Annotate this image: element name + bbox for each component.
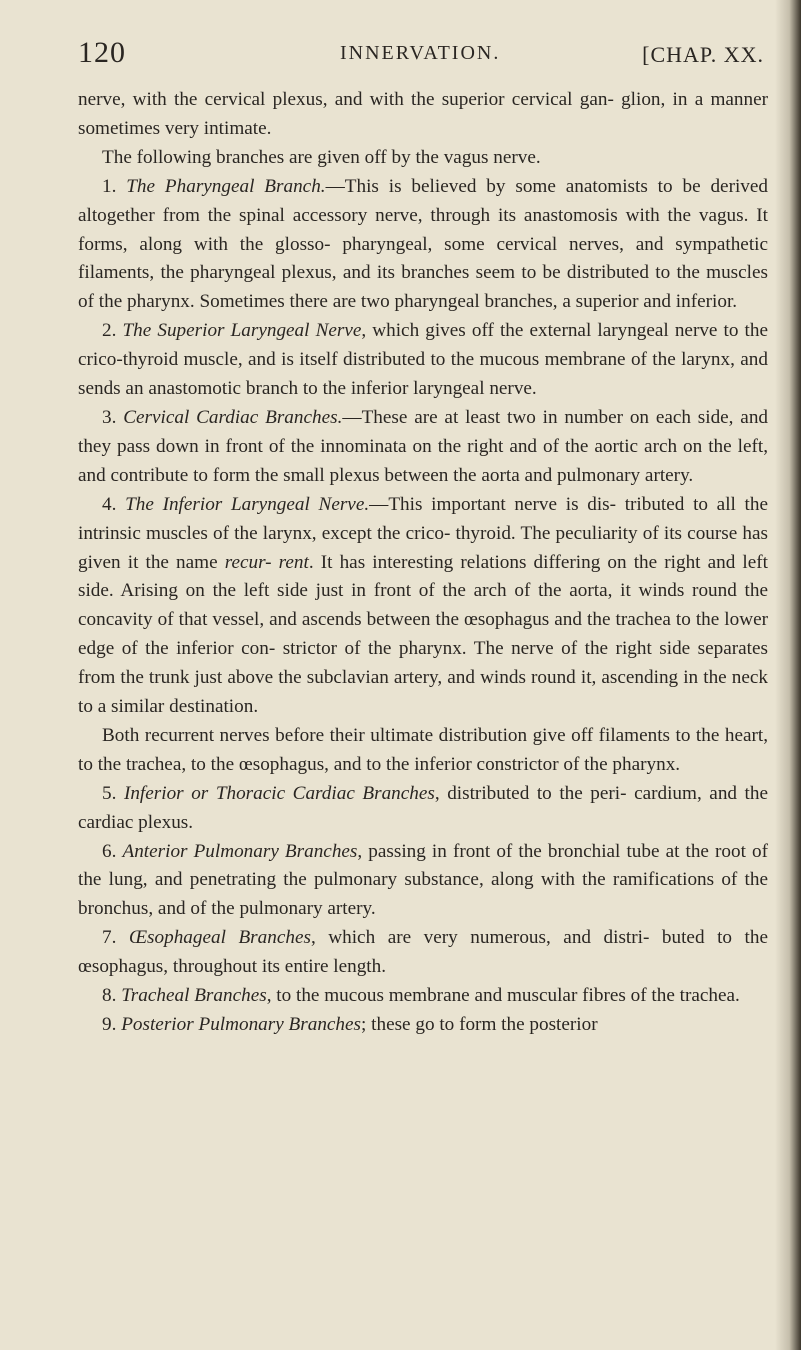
paragraph-thoracic-cardiac: 5. Inferior or Thoracic Cardiac Branches, distributed to the peri- cardium, and the cardiac plexus. [78, 782, 769, 833]
paragraph-1: The following branches are given off by the vagus nerve. [102, 146, 541, 168]
paragraph-tracheal: 8. Tracheal Branches, to the mucous membrane and muscular fibres of the trachea. [102, 985, 740, 1007]
chapter-label: [CHAP. XX. [642, 42, 764, 67]
body-text [78, 86, 768, 1040]
running-title: INNERVATION. [340, 42, 501, 64]
page-edge-shadow [775, 0, 801, 1350]
section-title: Posterior Pulmonary Branches [121, 1014, 362, 1035]
section-title: The Pharyngeal Branch. [126, 175, 326, 197]
paragraph-superior-laryngeal: 2. The Superior Laryngeal Nerve, which gives off the external laryngeal nerve to the crico-thyroid muscle, and is itself distributed to the mucous membrane of the larynx, and sends an anastomotic branch to the inferior laryngeal nerve. [78, 320, 768, 400]
paragraph-0: nerve, with the cervical plexus, and with the superior cervical gan- glion, in a manner sometimes very intimate. [78, 89, 768, 139]
section-title: Œsophageal Branches [128, 927, 311, 949]
paragraph-anterior-pulmonary: 6. Anterior Pulmonary Branches, passing in front of the bronchial tube at the root of the lung, and penetrating the pulmonary substance, along with the ramifications of the bronchus, and of the pulmonary artery. [78, 840, 768, 920]
paragraph-cervical-cardiac: 3. Cervical Cardiac Branches.—These are at least two in number on each side, and they pass down in front of the innominata on the right and of the aortic arch on the left, and contribute to form the small plexus between the aorta and pulmonary artery. [78, 406, 769, 486]
page-header [78, 36, 764, 76]
paragraph-inferior-laryngeal: 4. The Inferior Laryngeal Nerve.—This important nerve is dis- tributed to all the intrinsic muscles of the larynx, except the crico- thyroid. The peculiarity of its course has given it the name recur- rent. It has interesting relations differing on the right and left side. Arising on the left side just in front of the arch of the aorta, it winds round the concavity of that vessel, and ascends between the œsophagus and the trachea to the lower edge of the inferior con- strictor of the pharynx. The nerve of the right side separates from the trunk just above the subclavian artery, and winds round it, ascending in the neck to a similar destination. [78, 493, 768, 718]
paragraph-posterior-pulmonary: 9. Posterior Pulmonary Branches; these go to form the posterior [102, 1014, 598, 1035]
paragraph-pharyngeal-branch: 1. The Pharyngeal Branch.—This is believed by some anatomists to be derived altogether from the spinal accessory nerve, through its anastomosis with the vagus. It forms, along with the glosso- pharyngeal, some cervical nerves, and sympathetic filaments, the pharyngeal plexus, and its branches seem to be distributed to the muscles of the pharynx. Sometimes there are two pharyngeal branches, a superior and inferior. [78, 175, 768, 313]
section-title: Tracheal Branches [121, 985, 267, 1007]
paragraph-recurrent-nerves: Both recurrent nerves before their ultimate distribution give off filaments to the heart, to the trachea, to the œsophagus, and to the inferior constrictor of the pharynx. [78, 724, 768, 775]
section-title: Inferior or Thoracic Cardiac Branches [123, 782, 435, 804]
section-title: The Inferior Laryngeal Nerve. [125, 493, 370, 515]
italic-term: recur- rent [224, 551, 309, 573]
section-title: Cervical Cardiac Branches. [123, 406, 343, 428]
page-number: 120 [78, 36, 126, 69]
section-title: Anterior Pulmonary Branches [122, 840, 358, 862]
paragraph-oesophageal: 7. Œsophageal Branches, which are very numerous, and distri- buted to the œsophagus, throughout its entire length. [78, 927, 768, 978]
section-title: The Superior Laryngeal Nerve [122, 320, 362, 342]
